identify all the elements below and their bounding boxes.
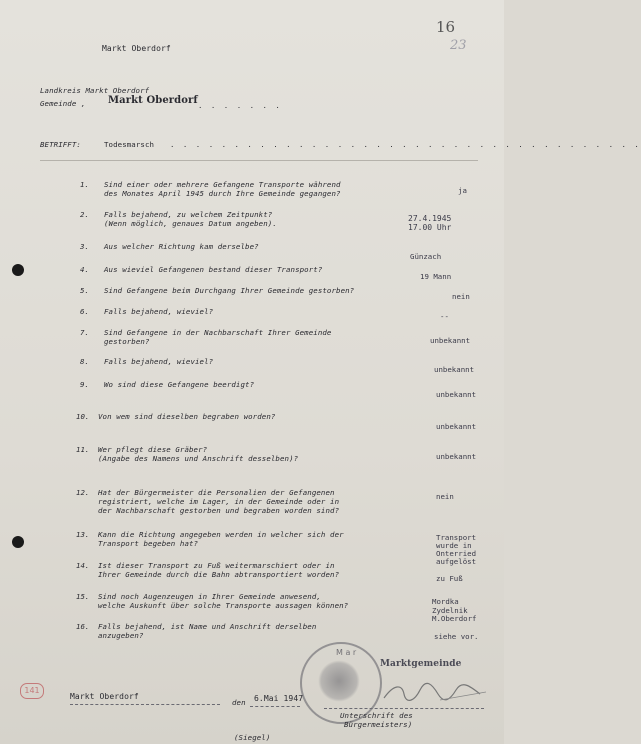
question-text: (Angabe des Namens und Anschrift desselben)?: [98, 454, 299, 463]
question-text: Aus wieviel Gefangenen bestand dieser Transport?: [104, 265, 323, 274]
question-number: 16.: [76, 622, 90, 631]
footer-den: den: [232, 698, 246, 707]
gemeinde-value: Markt Oberdorf: [108, 95, 198, 106]
answer: zu Fuß: [436, 574, 463, 583]
punch-hole-top: [12, 264, 24, 276]
question-text: registriert, welche im Lager, in der Gemeinde oder in: [98, 497, 340, 506]
question-text: Wer pflegt diese Gräber?: [98, 445, 208, 454]
question-number: 15.: [76, 592, 90, 601]
question-number: 4.: [80, 265, 89, 274]
question-number: 6.: [80, 307, 89, 316]
answer: Günzach: [410, 252, 442, 261]
question-text: Falls bejahend, wieviel?: [104, 307, 214, 316]
question-number: 5.: [80, 286, 89, 295]
punch-hole-bottom: [12, 536, 24, 548]
answer: nein: [436, 492, 454, 501]
answer: ja: [458, 186, 467, 195]
answer: nein: [452, 292, 470, 301]
question-number: 8.: [80, 357, 89, 366]
answer: 27.4.1945 17.00 Uhr: [408, 214, 452, 232]
question-text: Falls bejahend, ist Name und Anschrift derselben: [98, 622, 317, 631]
question-text: Aus welcher Richtung kam derselbe?: [104, 242, 259, 251]
answer: Mordka Zydelnik M.Oberdorf: [432, 597, 477, 623]
date-underline: [250, 706, 300, 707]
answer: --: [440, 312, 449, 321]
footer-place: Markt Oberdorf: [70, 692, 139, 701]
question-text: Sind Gefangene in der Nachbarschaft Ihrer Gemeinde: [104, 328, 332, 337]
page-number: 16: [436, 18, 456, 36]
answer: unbekannt: [434, 365, 475, 374]
answer: 19 Mann: [420, 272, 452, 281]
question-text: der Nachbarschaft gestorben und begraben worden sind?: [98, 506, 340, 515]
footer-date: 6.Mai 1947: [254, 694, 304, 703]
signature: [380, 680, 490, 706]
question-text: Sind Gefangene beim Durchgang Ihrer Gemeinde gestorben?: [104, 286, 355, 295]
question-text: Wo sind diese Gefangene beerdigt?: [104, 380, 255, 389]
question-number: 10.: [76, 412, 90, 421]
answer: unbekannt: [436, 422, 477, 431]
question-text: anzugeben?: [98, 631, 144, 640]
header-separator: [40, 160, 478, 161]
stamp-text: Marktgemeinde: [380, 659, 462, 669]
place-underline: [70, 704, 220, 705]
question-text: Ihrer Gemeinde durch die Bahn abtransportiert worden?: [98, 570, 340, 579]
question-number: 13.: [76, 530, 90, 539]
question-text: (Wenn möglich, genaues Datum angeben).: [104, 219, 277, 228]
question-text: welche Auskunft über solche Transporte aussagen können?: [98, 601, 349, 610]
question-text: Sind einer oder mehrere Gefangene Transporte während: [104, 180, 341, 189]
page-number-pencil: 23: [450, 38, 467, 53]
question-number: 2.: [80, 210, 89, 219]
gemeinde-dots: . . . . . . .: [198, 101, 282, 110]
question-text: gestorben?: [104, 337, 150, 346]
question-text: Hat der Bürgermeister die Personalien der Gefangenen: [98, 488, 335, 497]
question-number: 1.: [80, 180, 89, 189]
signature-caption-2: Bürgermeisters): [344, 720, 413, 729]
question-number: 3.: [80, 242, 89, 251]
question-text: Transport begeben hat?: [98, 539, 199, 548]
question-number: 9.: [80, 380, 89, 389]
answer: unbekannt: [430, 336, 471, 345]
gemeinde-label: Gemeinde ,: [40, 99, 86, 108]
question-number: 7.: [80, 328, 89, 337]
question-number: 11.: [76, 445, 90, 454]
signature-underline: [324, 708, 484, 709]
betrifft-value: Todesmarsch: [104, 140, 155, 149]
answer: unbekannt: [436, 452, 477, 461]
question-number: 12.: [76, 488, 90, 497]
signature-caption-1: Unterschrift des: [340, 711, 413, 720]
seal-emblem: [318, 660, 360, 702]
top-title: Markt Oberdorf: [102, 44, 171, 53]
betrifft-dots: . . . . . . . . . . . . . . . . . . . . . . . . . . . . . . . . . . . . .: [170, 140, 641, 149]
siegel-label: (Siegel): [234, 733, 271, 742]
page-code: 141: [20, 683, 44, 699]
question-text: Falls bejahend, wieviel?: [104, 357, 214, 366]
seal-lettering: M a r: [336, 648, 357, 657]
landkreis-line: Landkreis Markt Oberdorf: [40, 86, 150, 95]
question-text: Kann die Richtung angegeben werden in welcher sich der: [98, 530, 344, 539]
question-text: Falls bejahend, zu welchem Zeitpunkt?: [104, 210, 273, 219]
question-text: Von wem sind dieselben begraben worden?: [98, 412, 276, 421]
question-text: des Monates April 1945 durch Ihre Gemeinde gegangen?: [104, 189, 341, 198]
question-text: Sind noch Augenzeugen in Ihrer Gemeinde anwesend,: [98, 592, 321, 601]
answer: Transport wurde in Onterried aufgelöst: [436, 533, 477, 566]
question-text: Ist dieser Transport zu Fuß weitermarschiert oder in: [98, 561, 335, 570]
answer: siehe vor.: [434, 632, 479, 641]
answer: unbekannt: [436, 390, 477, 399]
betrifft-label: BETRIFFT:: [40, 140, 81, 149]
question-number: 14.: [76, 561, 90, 570]
